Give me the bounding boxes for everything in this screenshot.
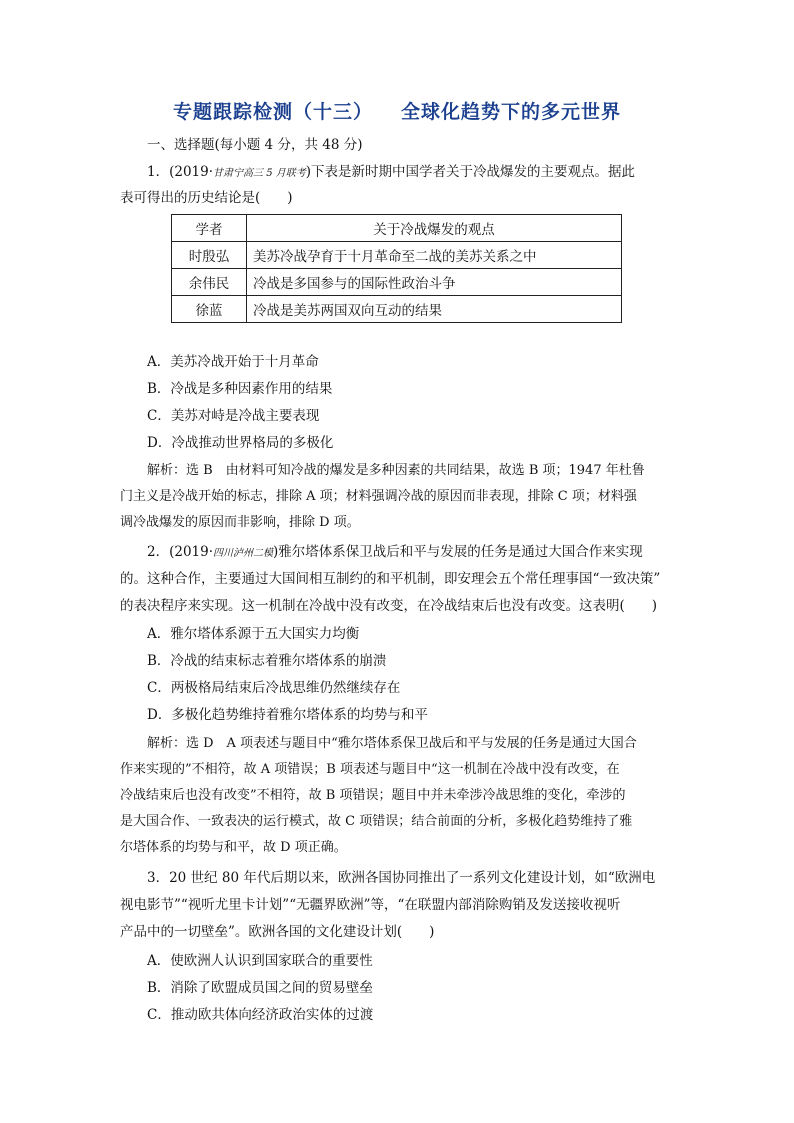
table-header-row <box>172 215 622 242</box>
question-1-stem-cont: 表可得出的历史结论是( ) <box>120 190 293 206</box>
table-cell: 徐蓝 <box>172 296 247 323</box>
q2-explanation-line: 作来实现的”不相符，故 A 项错误；B 项表述与题目中“这一机制在冷战中没有改变，在 <box>120 762 620 777</box>
table-cell: 时殷弘 <box>172 242 247 269</box>
q3-option-a: A．使欧洲人认识到国家联合的重要性 <box>147 953 373 969</box>
q1-option-b: B．冷战是多种因素作用的结果 <box>147 381 333 397</box>
q1-option-d: D．冷战推动世界格局的多极化 <box>147 435 334 451</box>
question-3-stem-cont: 视电影节”“视听尤里卡计划”“无疆界欧洲”等，“在联盟内部消除购销及发送接收视听 <box>120 897 621 913</box>
question-1-stem <box>147 162 635 184</box>
table-cell: 冷战是美苏两国双向互动的结果 <box>247 296 622 323</box>
q1-option-a: A．美苏冷战开始于十月革命 <box>147 354 319 370</box>
q2-explanation-line: 尔塔体系的均势与和平，故 D 项正确。 <box>120 840 347 855</box>
viewpoints-table <box>171 214 622 323</box>
q2-explanation-line: 是大国合作、一致表决的运行模式，故 C 项错误；结合前面的分析，多极化趋势维持了雅 <box>120 814 633 829</box>
table-cell: 冷战是多国参与的国际性政治斗争 <box>247 269 622 296</box>
question-text: )下表是新时期中国学者关于冷战爆发的主要观点。据此 <box>305 164 636 180</box>
question-source: 四川泸州二模 <box>213 548 274 559</box>
question-number: 1．(2019· <box>147 164 214 180</box>
q2-option-c: C．两极格局结束后冷战思维仍然继续存在 <box>147 680 401 696</box>
question-text: )雅尔塔体系保卫战后和平与发展的任务是通过大国合作来实现 <box>273 544 643 560</box>
q2-explanation-line: 冷战结束后也没有改变”不相符，故 B 项错误；题目中并未牵涉冷战思维的变化，牵涉的 <box>120 788 626 803</box>
q3-option-c: C．推动欧共体向经济政治实体的过渡 <box>147 1007 374 1023</box>
q2-option-d: D．多极化趋势维持着雅尔塔体系的均势与和平 <box>147 707 428 723</box>
q2-explanation-line: 解析：选 D A 项表述与题目中“雅尔塔体系保卫战后和平与发展的任务是通过大国合 <box>147 736 637 751</box>
question-3-stem: 3．20 世纪 80 年代后期以来，欧洲各国协同推出了一系列文化建设计划，如“欧洲电 <box>147 870 656 886</box>
title-part2: 全球化趋势下的多元世界 <box>401 101 622 123</box>
question-source: 甘肃宁高三 5 月联考 <box>213 168 306 179</box>
section-heading: 一、选择题(每小题 4 分，共 48 分) <box>147 137 363 153</box>
question-2-stem-cont: 的。这种合作，主要通过大国间相互制约的和平机制，即安理会五个常任理事国“一致决策” <box>120 571 661 587</box>
table-header-cell: 学者 <box>172 215 247 242</box>
question-number: 2．(2019· <box>147 544 214 560</box>
question-3-stem-cont: 产品中的一切壁垒”。欧洲各国的文化建设计划( ) <box>120 924 435 940</box>
q1-explanation-line: 门主义是冷战开始的标志，排除 A 项；材料强调冷战的原因而非表现，排除 C 项；材料强 <box>120 489 637 504</box>
title-part1: 专题跟踪检测（十三） <box>172 101 373 123</box>
question-2-stem <box>147 542 643 564</box>
page-title <box>0 97 794 124</box>
table-cell: 余伟民 <box>172 269 247 296</box>
table-row <box>172 269 622 296</box>
q3-option-b: B．消除了欧盟成员国之间的贸易壁垒 <box>147 980 373 996</box>
q1-explanation-line: 调冷战爆发的原因而非影响，排除 D 项。 <box>120 515 360 530</box>
q2-option-a: A．雅尔塔体系源于五大国实力均衡 <box>147 626 360 642</box>
q2-option-b: B．冷战的结束标志着雅尔塔体系的崩溃 <box>147 653 387 669</box>
table-cell: 美苏冷战孕育于十月革命至二战的美苏关系之中 <box>247 242 622 269</box>
question-2-stem-cont: 的表决程序来实现。这一机制在冷战中没有改变，在冷战结束后也没有改变。这表明( ) <box>120 598 658 614</box>
q1-option-c: C．美苏对峙是冷战主要表现 <box>147 408 320 424</box>
table-header-cell: 关于冷战爆发的观点 <box>247 215 622 242</box>
table-row <box>172 242 622 269</box>
table-row <box>172 296 622 323</box>
q1-explanation-line: 解析：选 B 由材料可知冷战的爆发是多种因素的共同结果，故选 B 项；1947 年杜鲁 <box>147 463 645 478</box>
